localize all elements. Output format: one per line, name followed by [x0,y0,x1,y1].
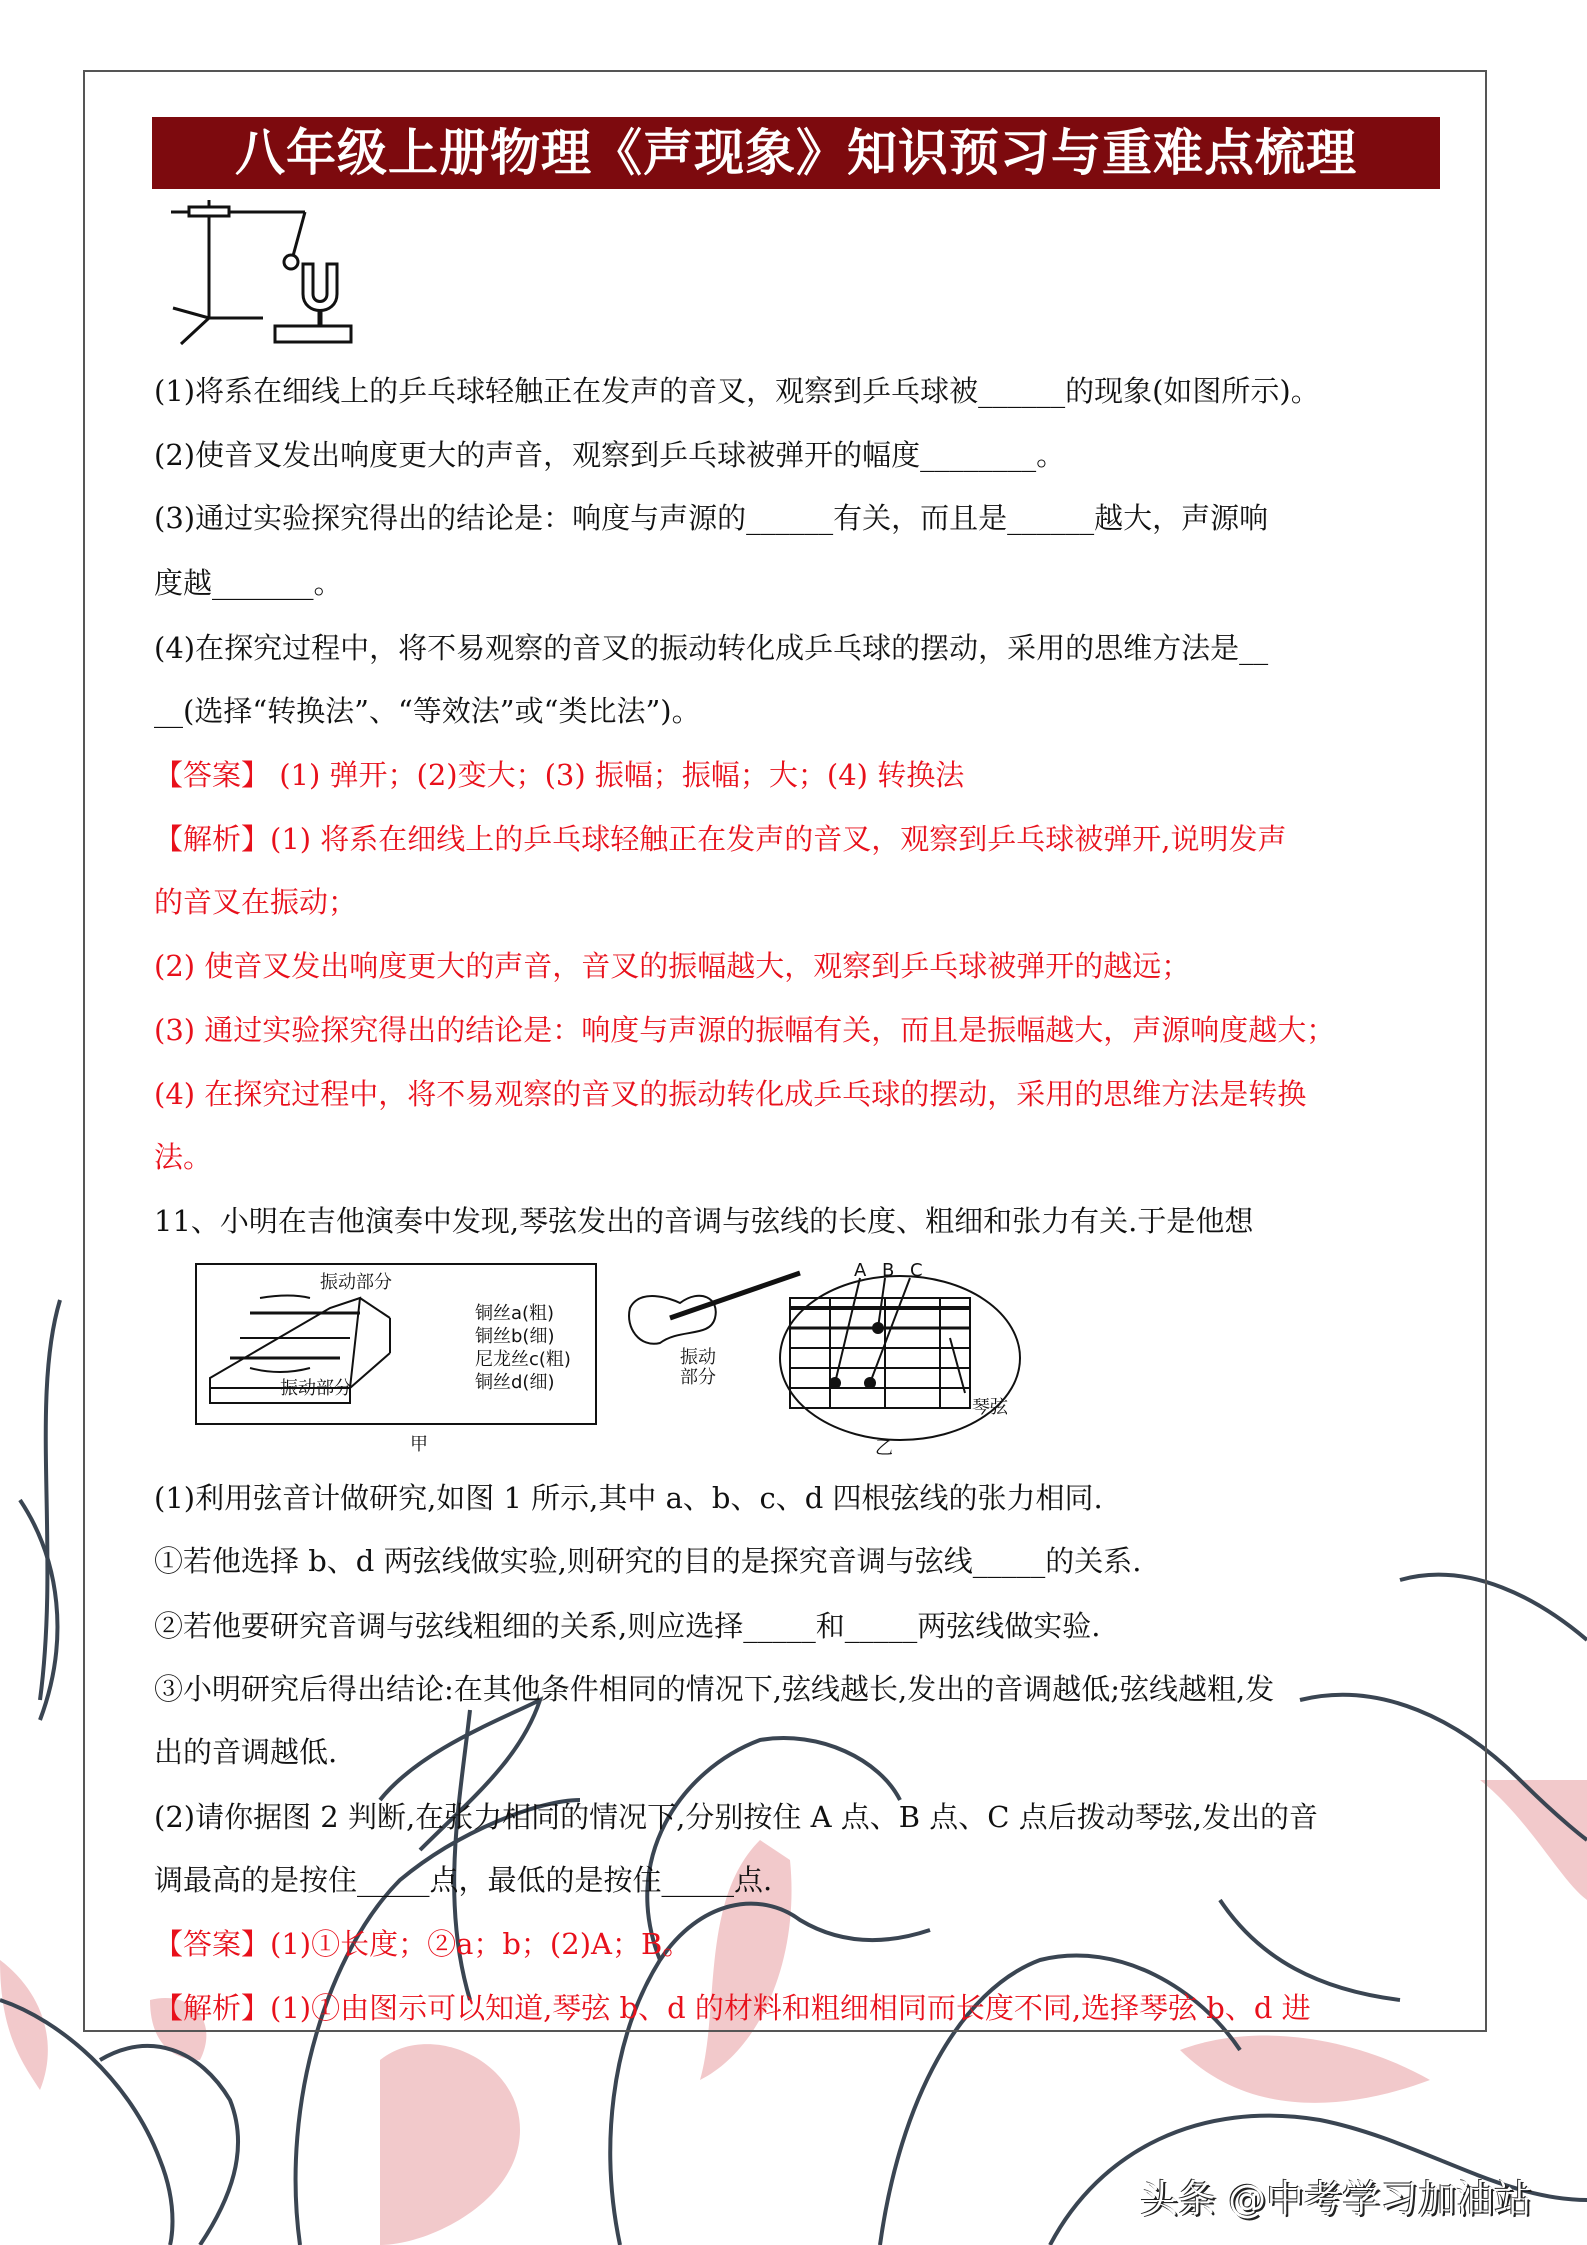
q11-analysis: 【解析】(1)①由图示可以知道,琴弦 b、d 的材料和粗细相同而长度不同,选择琴弦 b、d 进 [154,1991,1311,2025]
fig1-string-c: 尼龙丝c(粗) [475,1349,571,1370]
q10-line-6: __(选择“转换法”、“等效法”或“类比法”)。 [154,694,701,728]
fig2-label-vib: 振动 [680,1347,716,1368]
fig2-point-b: B [882,1260,895,1281]
q10-line-4: 度越_______。 [154,566,343,600]
q10-analysis-6: 法。 [154,1140,213,1174]
q10-analysis-4: (3) 通过实验探究得出的结论是：响度与声源的振幅有关，而且是振幅越大，声源响度越大； [154,1013,1336,1047]
q10-answer: 【答案】 (1) 弹开；(2)变大；(3) 振幅；振幅；大；(4) 转换法 [154,758,965,792]
fig2-point-a: A [854,1260,867,1281]
sonometer-figure [190,1258,610,1458]
q10-line-5: (4)在探究过程中，将不易观察的音叉的振动转化成乒乓球的摆动，采用的思维方法是__ [154,631,1269,665]
q11-line-7: 调最高的是按住_____点，最低的是按住_____点. [154,1863,773,1897]
fig1-string-a: 铜丝a(粗) [475,1303,555,1324]
q11-line-1: (1)利用弦音计做研究,如图 1 所示,其中 a、b、c、d 四根弦线的张力相同. [154,1481,1103,1515]
q11-line-2: ①若他选择 b、d 两弦线做实验,则研究的目的是探究音调与弦线_____的关系. [154,1544,1142,1578]
q10-line-3: (3)通过实验探究得出的结论是：响度与声源的______有关，而且是______越大，声源响 [154,501,1269,535]
fig1-string-b: 铜丝b(细) [475,1326,555,1347]
q11-line-4: ③小明研究后得出结论:在其他条件相同的情况下,弦线越长,发出的音调越低;弦线越粗,发 [154,1672,1275,1706]
q10-line-1: (1)将系在细线上的乒乓球轻触正在发声的音叉，观察到乒乓球被______的现象(如图所示)。 [154,374,1320,408]
watermark: 头条 @中考学习加油站 [1140,2177,1533,2221]
tuning-fork-figure [165,198,385,350]
q10-analysis-5: (4) 在探究过程中，将不易观察的音叉的振动转化成乒乓球的摆动，采用的思维方法是转换 [154,1077,1307,1111]
q10-line-2: (2)使音叉发出响度更大的声音，观察到乒乓球被弹开的幅度________。 [154,438,1066,472]
fig2-label-part: 部分 [680,1367,716,1388]
q11-line-5: 出的音调越低. [154,1735,338,1769]
q11-stem: 11、小明在吉他演奏中发现,琴弦发出的音调与弦线的长度、粗细和张力有关.于是他想 [154,1204,1254,1238]
fig1-label-top: 振动部分 [320,1272,392,1293]
fig1-string-d: 铜丝d(细) [475,1372,555,1393]
fig1-caption: 甲 [410,1434,428,1455]
fig2-label-string: 琴弦 [972,1397,1008,1418]
fig2-point-c: C [910,1260,923,1281]
q11-line-3: ②若他要研究音调与弦线粗细的关系,则应选择_____和_____两弦线做实验. [154,1609,1101,1643]
q10-analysis-2: 的音叉在振动； [154,885,358,919]
fig1-label-bottom: 振动部分 [280,1378,352,1399]
q11-answer: 【答案】(1)①长度；②a；b；(2)A；B。 [154,1927,692,1961]
page-title: 八年级上册物理《声现象》知识预习与重难点梳理 [152,117,1440,189]
q11-line-6: (2)请你据图 2 判断,在张力相同的情况下,分别按住 A 点、B 点、C 点后拨动琴弦,发出的音 [154,1800,1318,1834]
fig2-caption: 乙 [875,1438,893,1458]
guitar-figure [620,1258,1040,1458]
q10-analysis-1: 【解析】(1) 将系在细线上的乒乓球轻触正在发声的音叉，观察到乒乓球被弹开,说明发声 [154,822,1287,856]
q10-analysis-3: (2) 使音叉发出响度更大的声音，音叉的振幅越大，观察到乒乓球被弹开的越远； [154,949,1191,983]
